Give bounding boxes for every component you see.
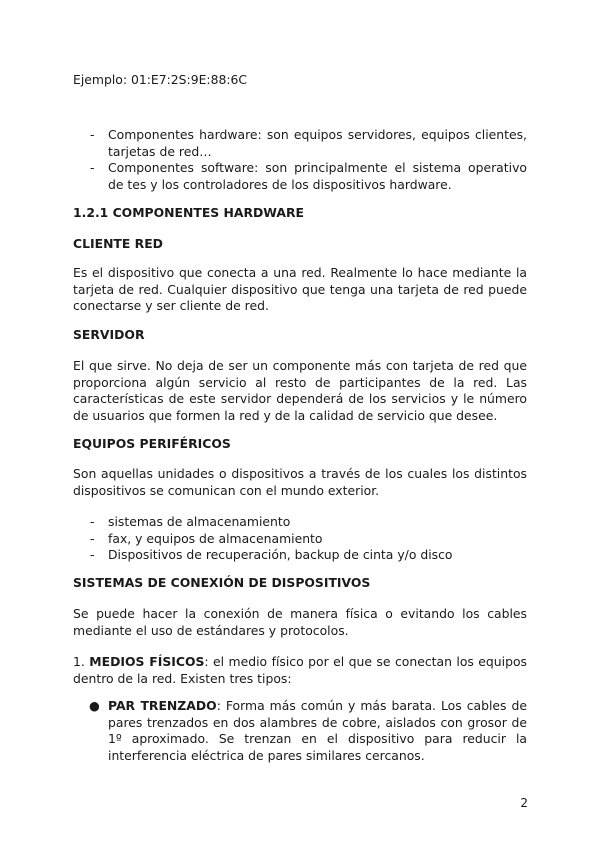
conexion-heading: SISTEMAS DE CONEXIÓN DE DISPOSITIVOS (73, 575, 371, 590)
medios-list (73, 698, 527, 764)
components-list-block (73, 127, 527, 193)
components-list (73, 127, 527, 193)
servidor-heading: SERVIDOR (73, 327, 145, 342)
medios-fisicos-label: MEDIOS FÍSICOS (89, 654, 205, 669)
example-mac-address (73, 72, 527, 89)
list-item: - sistemas de almacenamiento (90, 514, 291, 529)
cliente-red-heading: CLIENTE RED (73, 236, 163, 251)
list-item: - fax, y equipos de almacenamiento (90, 530, 323, 546)
servidor-paragraph: El que sirve. No deja de ser un componente más con tarjeta de red que proporciona algún servicio al resto de participantes de la red. Las características de este servidor dependerá de los servicios y le número de usuarios que formen la red y de la calidad de servicio que desee. (73, 358, 527, 423)
cliente-red-paragraph: Es el dispositivo que conecta a una red. Realmente lo hace mediante la tarjeta de red. Cualquier dispositivo que tenga una tarjeta de red puede conectarse y ser cliente de red. (73, 265, 527, 313)
medios-fisicos-paragraph: 1. MEDIOS FÍSICOS: el medio físico por el que se conectan los equipos dentro de la red. Existen tres tipos: (73, 654, 527, 686)
list-item: - Componentes software: son principalmente el sistema operativo de tes y los controladores de los dispositivos hardware. (90, 160, 527, 192)
conexion-paragraph: Se puede hacer la conexión de manera física o evitando los cables mediante el uso de estándares y protocolos. (73, 606, 527, 638)
list-item: ● PAR TRENZADO: Forma más común y más barata. Los cables de pares trenzados en dos alambres de cobre, aislados con grosor de 1º aproximado. Se trenzan en el dispositivo para reducir la interferencia eléctrica de pares similares cercanos. (89, 698, 528, 763)
example-text: Ejemplo: 01:E7:2S:9E:88:6C (73, 72, 248, 87)
page-number: 2 (520, 796, 528, 810)
perifericos-list (73, 514, 527, 564)
list-item: - Componentes hardware: son equipos servidores, equipos clientes, tarjetas de red… (90, 127, 527, 159)
par-trenzado-label: PAR TRENZADO (108, 698, 217, 713)
list-item: - Dispositivos de recuperación, backup de cinta y/o disco (90, 547, 453, 562)
par-trenzado-block (73, 698, 527, 764)
perifericos-list-block (73, 514, 527, 564)
bullet-icon: ● (89, 698, 100, 713)
perifericos-paragraph: Son aquellas unidades o dispositivos a través de los cuales los distintos dispositivos se comunican con el mundo exterior. (73, 466, 527, 498)
section-heading: 1.2.1 COMPONENTES HARDWARE (73, 205, 305, 220)
perifericos-heading: EQUIPOS PERIFÉRICOS (73, 436, 231, 451)
